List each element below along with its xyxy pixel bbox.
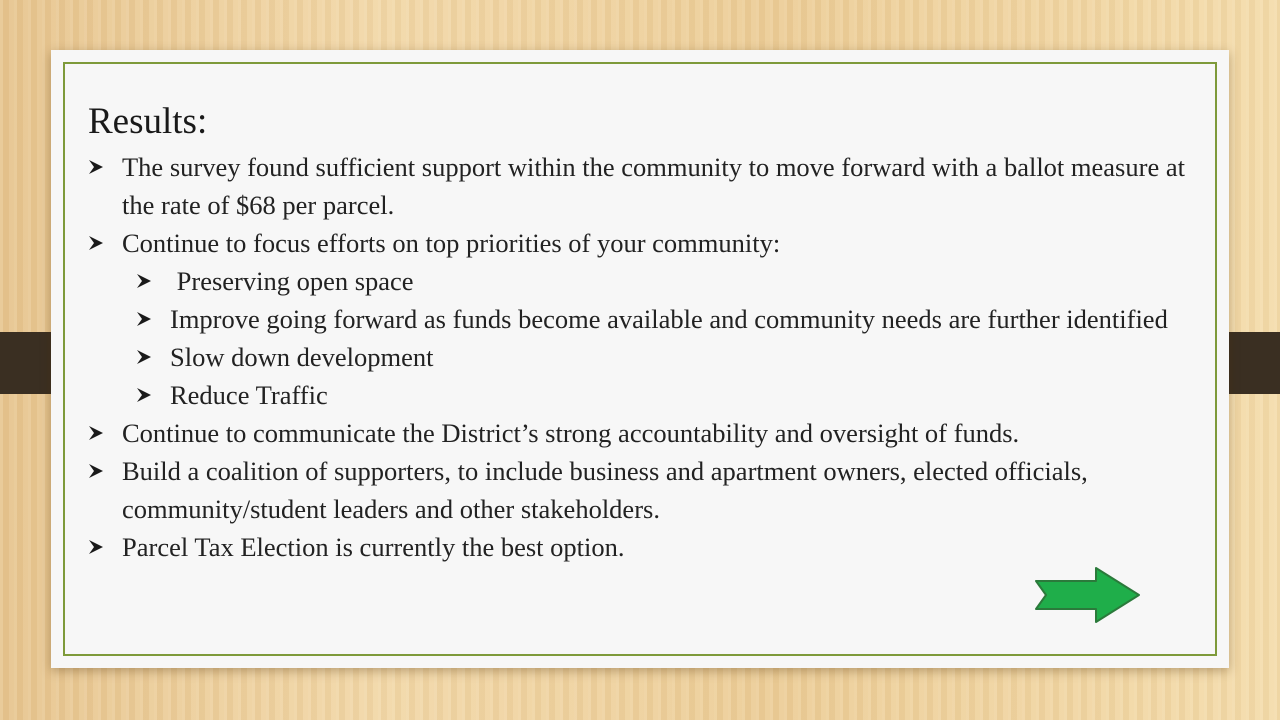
arrowhead-bullet-icon: [88, 539, 104, 555]
sub-list-item: [136, 376, 1198, 414]
arrowhead-bullet-icon: [88, 235, 104, 251]
list-item-text: Slow down development: [170, 342, 434, 372]
list-item-text: Build a coalition of supporters, to include business and apartment owners, elected officials, community/student leaders and other stakeholders.: [122, 456, 1088, 524]
arrowhead-bullet-icon: [136, 349, 152, 365]
list-item-text: Preserving open space: [170, 266, 414, 296]
arrowhead-bullet-icon: [88, 463, 104, 479]
list-item: [88, 528, 1198, 566]
next-arrow-icon[interactable]: [1036, 568, 1139, 622]
sub-list-item: [136, 262, 1198, 300]
arrowhead-bullet-icon: [136, 387, 152, 403]
list-item: [88, 414, 1198, 452]
list-item-text: Improve going forward as funds become available and community needs are further identified: [170, 304, 1168, 334]
sub-list-item: [136, 338, 1198, 376]
slide-card: [51, 50, 1229, 668]
arrowhead-bullet-icon: [88, 425, 104, 441]
arrowhead-bullet-icon: [136, 311, 152, 327]
sub-list-item: [136, 300, 1198, 338]
arrowhead-bullet-icon: [88, 159, 104, 175]
list-item: [88, 148, 1198, 224]
bullet-list: [88, 148, 1198, 566]
arrowhead-bullet-icon: [136, 273, 152, 289]
list-item: [88, 452, 1198, 528]
list-item-text: Continue to focus efforts on top priorities of your community:: [122, 228, 781, 258]
list-item-text: The survey found sufficient support within the community to move forward with a ballot measure at the rate of $68 per parcel.: [122, 152, 1185, 220]
list-item: [88, 224, 1198, 262]
list-item-text: Reduce Traffic: [170, 380, 328, 410]
next-arrow-button[interactable]: [1034, 566, 1142, 624]
list-item-text: Parcel Tax Election is currently the best option.: [122, 532, 625, 562]
list-item-text: Continue to communicate the District’s strong accountability and oversight of funds.: [122, 418, 1020, 448]
slide-title: Results:: [88, 101, 208, 142]
